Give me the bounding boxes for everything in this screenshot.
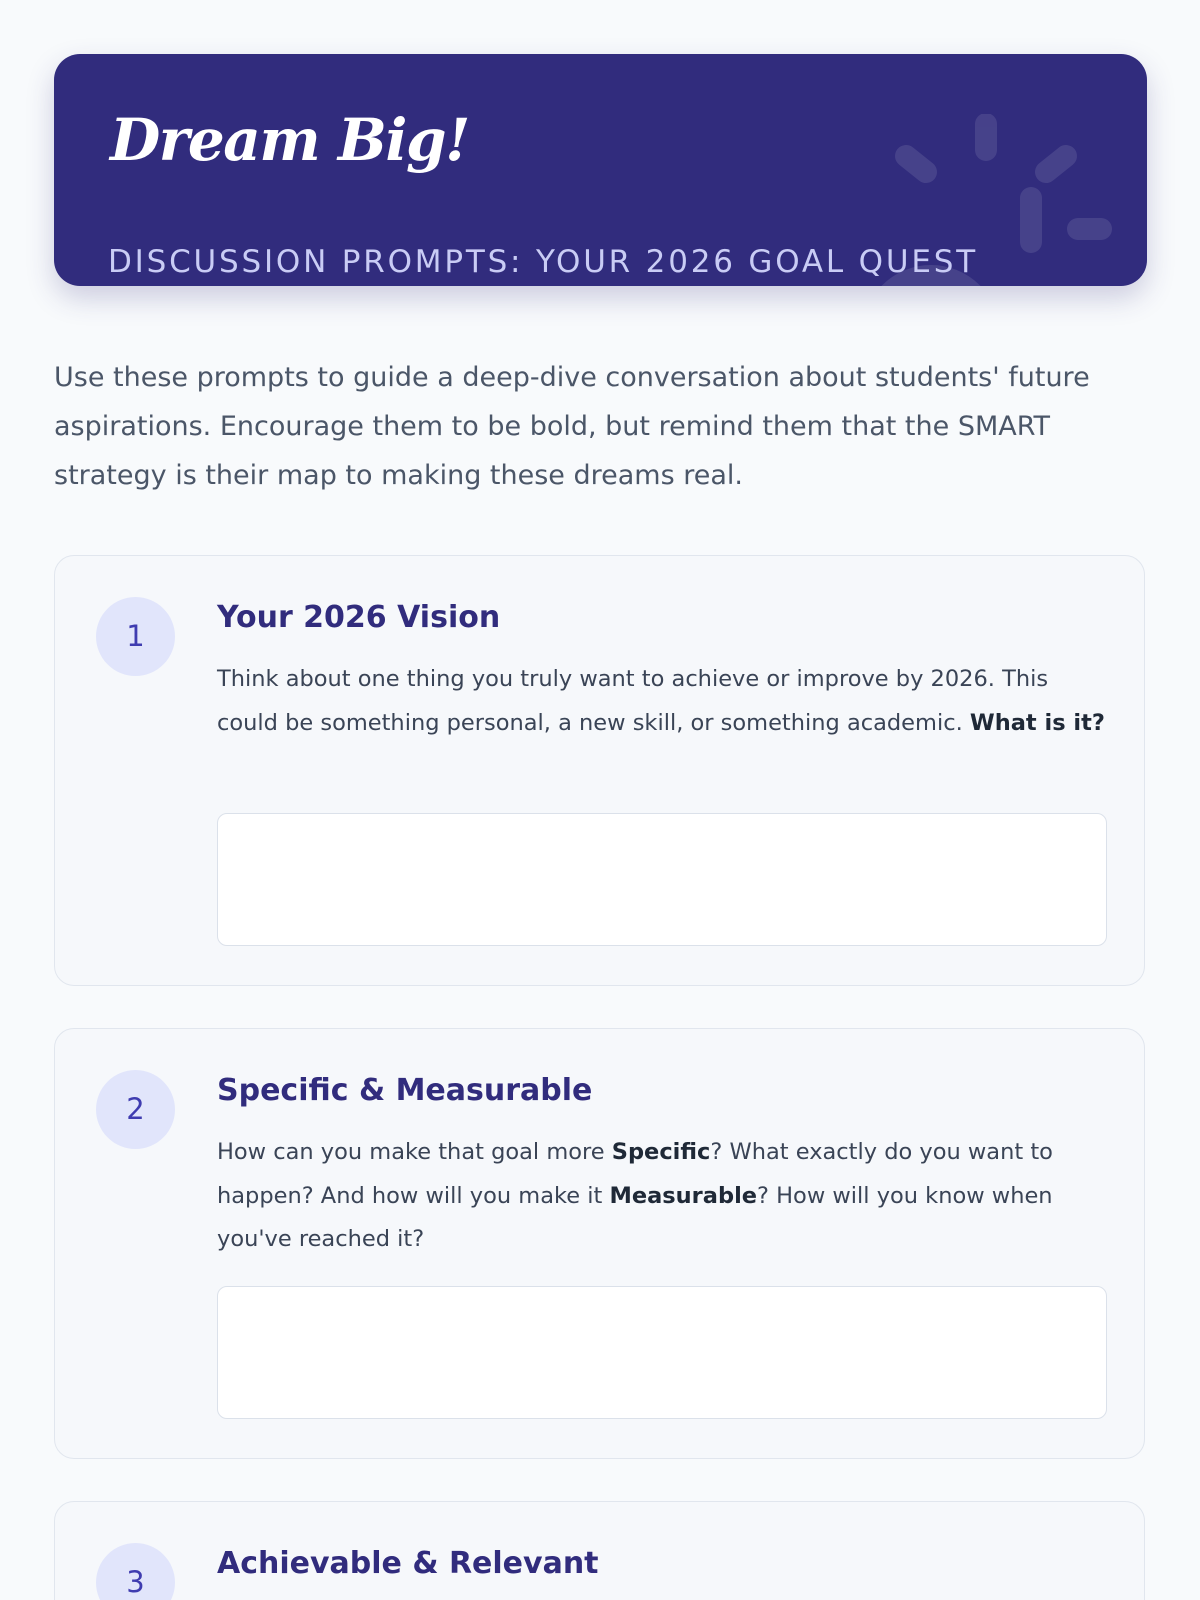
prompt-card-1 (54, 555, 1145, 986)
prompt-card-2 (54, 1028, 1145, 1459)
prompt-text (217, 658, 1113, 745)
prompt-number-badge: 1 (96, 597, 175, 676)
page-title: Dream Big! (110, 106, 469, 174)
prompt-title: Specific & Measurable (217, 1073, 593, 1108)
prompt-card-3 (54, 1501, 1145, 1600)
header-banner (54, 54, 1147, 286)
prompt-text-part: ? How will you know when you've reached it? (217, 1182, 1053, 1252)
prompt-text (217, 1131, 1113, 1262)
prompt-text-part: How can you make that goal more (217, 1139, 612, 1165)
intro-text: Use these prompts to guide a deep-dive conversation about students' future aspirations. Encourage them to be bold, but remind them that the SMART strategy is their map to making these dreams real. (54, 362, 1090, 491)
prompt-number-badge: 2 (96, 1070, 175, 1149)
answer-field[interactable] (217, 813, 1107, 946)
prompt-title: Your 2026 Vision (217, 600, 501, 635)
prompt-text-part: ? What exactly do you want to happen? And how will you make it (217, 1139, 1053, 1209)
prompt-text-emphasis: What is it? (969, 709, 1105, 736)
answer-field[interactable] (217, 1286, 1107, 1419)
page-subtitle: DISCUSSION PROMPTS: YOUR 2026 GOAL QUEST (108, 244, 978, 280)
prompt-text-emphasis: Specific (611, 1139, 711, 1165)
prompt-number-badge: 3 (96, 1543, 175, 1600)
prompt-text-part: Think about one thing you truly want to achieve or improve by 2026. This could be something personal, a new skill, or something academic. (217, 666, 1049, 736)
prompt-title: Achievable & Relevant (217, 1546, 599, 1581)
prompt-text-emphasis: Measurable (609, 1182, 758, 1209)
